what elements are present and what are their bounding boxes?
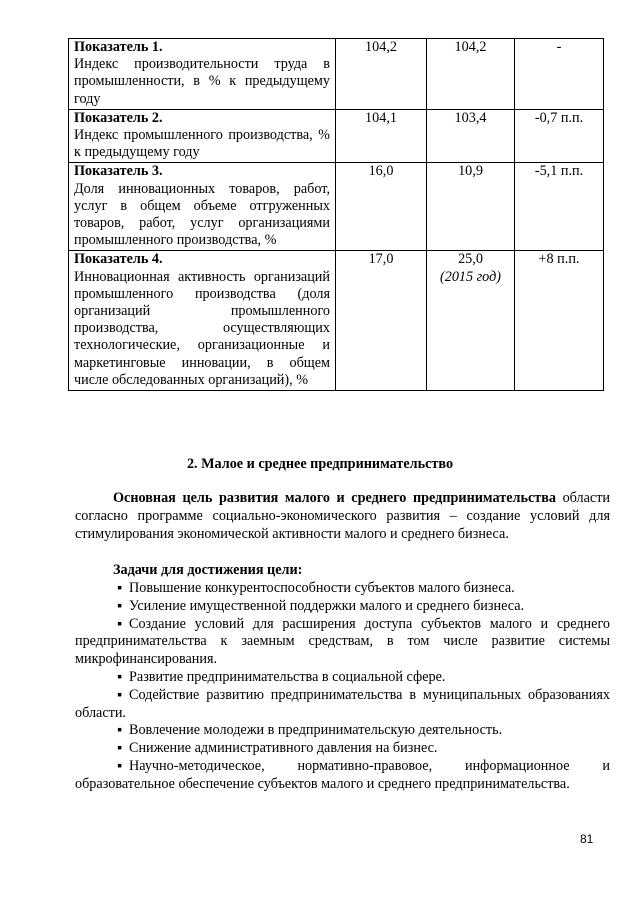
value-2-cell [427,251,515,391]
value-2-cell: 104,2 [427,39,515,110]
indicators-table [68,38,604,391]
change-cell: +8 п.п. [515,251,604,391]
value-2-cell: 103,4 [427,109,515,163]
indicator-cell [69,251,336,391]
change-cell: -0,7 п.п. [515,109,604,163]
indicator-description: Доля инновационных товаров, работ, услуг в общем объеме отгруженных товаров, работ, услуг организациями промышленного производства, % [74,180,330,249]
list-item: ▪ Научно-методическое, нормативно-правовое, информационное и образовательное обеспечение субъектов малого и среднего предпринимательства. [75,758,610,794]
intro-text: области согласно программе социально-экономического развития – создание условий для стимулирования экономической активности малого и среднего бизнеса. [75,490,611,542]
indicator-cell [69,163,336,251]
tasks-heading: Задачи для достижения цели: [113,562,303,578]
tasks-list [75,580,610,794]
intro-paragraph [75,490,610,543]
indicator-name: Показатель 1. [74,39,163,55]
indicator-description: Инновационная активность организаций промышленного производства (доля организаций промышленного производства, осуществляющих технологические, организационные и маркетинговые инновации, в общем числе обследованных организаций), % [74,268,330,388]
value-2-cell: 10,9 [427,163,515,251]
change-cell: - [515,39,604,110]
indicator-name: Показатель 2. [74,109,163,126]
table-row [69,39,604,110]
value-1-cell: 16,0 [336,163,427,251]
indicator-description: Индекс производительности труда в промышленности, в % к предыдущему году [74,56,330,107]
indicator-name: Показатель 4. [74,251,163,268]
indicator-name: Показатель 3. [74,163,163,180]
list-item: ▪ Содействие развитию предпринимательства в муниципальных образованиях области. [75,687,610,723]
value-2-note: (2015 год) [440,268,501,285]
list-item: ▪ Повышение конкурентоспособности субъектов малого бизнеса. [75,580,610,598]
table-row [69,163,604,251]
list-item: ▪ Снижение административного давления на бизнес. [75,740,610,758]
value-1-cell: 104,2 [336,39,427,110]
value-1-cell: 17,0 [336,251,427,391]
indicator-cell [69,39,336,110]
intro-bold: Основная цель развития малого и среднего предпринимательства [113,490,556,506]
value-2: 25,0 [458,251,483,268]
table-row [69,109,604,163]
list-item: ▪ Развитие предпринимательства в социальной сфере. [75,669,610,687]
list-item: ▪ Создание условий для расширения доступа субъектов малого и среднего предпринимательства к заемным средствам, в том числе развитие системы микрофинансирования. [75,616,610,669]
list-item: ▪ Вовлечение молодежи в предпринимательскую деятельность. [75,722,610,740]
value-1-cell: 104,1 [336,109,427,163]
page-number: 81 [580,832,594,846]
indicator-cell [69,109,336,163]
indicator-description: Индекс промышленного производства, % к предыдущему году [74,127,330,161]
list-item: ▪ Усиление имущественной поддержки малого и среднего бизнеса. [75,598,610,616]
table-row [69,251,604,391]
section-title: 2. Малое и среднее предпринимательство [186,456,454,472]
change-cell: -5,1 п.п. [515,163,604,251]
